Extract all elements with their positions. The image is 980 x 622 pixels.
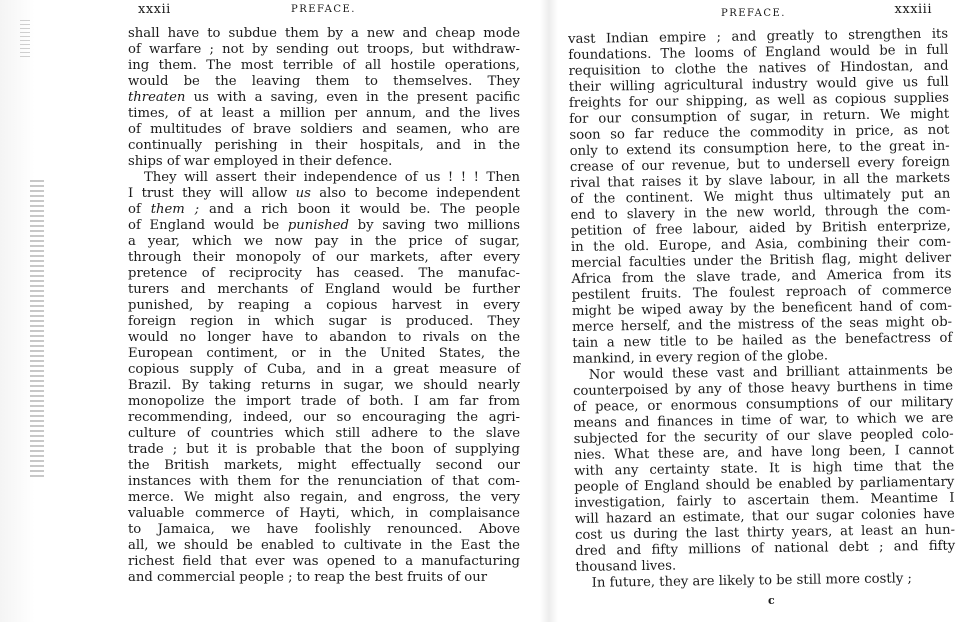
text-line	[128, 554, 520, 570]
binding-shadow	[30, 180, 44, 480]
text-line	[128, 154, 520, 170]
text-line	[128, 90, 520, 106]
text-line	[128, 106, 520, 122]
running-title: PREFACE.	[291, 4, 356, 15]
text-run: of England would be	[128, 218, 288, 233]
text-run: times, of at least a million per annum, and the lives	[128, 106, 520, 121]
text-run: mankind, in every region of the globe.	[572, 348, 829, 367]
text-line	[128, 330, 520, 346]
page-number: xxxii	[138, 2, 171, 17]
italic-text: threaten	[128, 90, 186, 105]
text-run: by saving two millions	[348, 218, 521, 233]
text-run: Brazil. By taking returns in sugar, we should nearly	[128, 378, 520, 393]
text-run: subjected for the security of our slave peopled colo-	[573, 426, 954, 447]
text-run: foundations. The looms of England would be in full	[568, 42, 949, 63]
text-line	[128, 362, 520, 378]
scan-artifact	[20, 20, 30, 60]
text-run: for our consumption of sugar, in return. We might	[569, 106, 950, 127]
text-run: shall have to subdue them by a new and cheap mode	[128, 26, 520, 41]
text-run: tain a new title to be hailed as the benefactress of	[572, 330, 953, 351]
text-run: They will assert their independence of us ! ! ! Then	[144, 170, 520, 185]
text-line	[128, 138, 520, 154]
text-line	[128, 250, 520, 266]
text-run: culture of countries which still adhere to the slave	[128, 426, 520, 441]
text-line	[128, 202, 520, 218]
text-run: and commercial people ; to reap the best fruits of our	[128, 570, 488, 585]
text-run: ing them. The most terrible of all hostile operations,	[128, 58, 520, 73]
italic-text: punished	[287, 218, 349, 233]
text-line	[128, 490, 520, 506]
text-run: only to extend its consumption here, to the great in-	[569, 138, 950, 159]
text-line	[128, 186, 520, 202]
text-run: all, we should be enabled to cultivate in the East the	[128, 538, 520, 553]
text-line	[128, 74, 520, 90]
text-run: end to slavery in the new world, through the com-	[570, 202, 951, 223]
text-run: with any certainty state. It is high time that the	[574, 458, 955, 479]
text-run: vast Indian empire ; and greatly to strengthen its	[568, 26, 949, 47]
right-page	[568, 0, 956, 622]
page-body	[128, 26, 520, 586]
running-title: PREFACE.	[721, 8, 786, 19]
running-head	[568, 2, 948, 20]
text-run: copious supply of Cuba, and in a great measure of	[128, 362, 520, 377]
text-run: valuable commerce of Hayti, which, in complaisance	[128, 506, 520, 521]
text-line	[128, 282, 520, 298]
text-run: continually perishing in their hospitals, and in the	[128, 138, 520, 153]
text-run: and a rich boon it would be. The people	[199, 202, 520, 217]
text-line	[128, 26, 520, 42]
text-run: crease of our revenue, but to undersell every foreign	[569, 154, 950, 175]
text-line	[128, 298, 520, 314]
text-run: richest field that ever was opened to a manufacturing	[128, 554, 520, 569]
running-head	[128, 2, 520, 20]
text-run: merce herself, and the mistress of the seas might ob-	[572, 314, 953, 335]
scan-gutter	[0, 0, 58, 622]
text-run: I trust they will allow	[128, 186, 296, 201]
text-run: through their monopoly of our markets, after every	[128, 250, 520, 265]
text-line	[128, 506, 520, 522]
text-run: trade ; but it is probable that the boon of supplying	[128, 442, 520, 457]
text-run: recommending, indeed, our so encouraging the agri-	[128, 410, 520, 425]
text-run: people of England should be enabled by parliamentary	[574, 474, 955, 495]
text-line	[128, 378, 520, 394]
text-run: Africa from the slave trade, and America from its	[571, 266, 952, 287]
text-run: us with a saving, even in the present pacific	[185, 90, 520, 105]
text-run: foreign region in which sugar is produced. They	[128, 314, 520, 329]
text-run: the British markets, might effectually second our	[128, 458, 520, 473]
text-run: of peace, or enormous consumptions of our military	[573, 394, 954, 415]
text-line	[128, 218, 520, 234]
text-run: also to become independent	[310, 186, 520, 201]
text-run: pretence of reciprocity has ceased. The manufac-	[128, 266, 520, 281]
text-run: mercial faculties under the British flag, might deliver	[571, 250, 952, 271]
text-line	[128, 346, 520, 362]
page-spine	[540, 0, 558, 622]
italic-text: us	[295, 186, 311, 201]
text-run: ships of war employed in their defence.	[128, 154, 393, 169]
text-run: of warfare ; not by sending out troops, but withdraw-	[128, 42, 520, 57]
text-line	[128, 42, 520, 58]
text-line	[128, 122, 520, 138]
text-run: nies. What these are, and have long been, I cannot	[573, 442, 954, 463]
text-run: freights for our shipping, as well as copious supplies	[568, 90, 950, 111]
text-line	[128, 474, 520, 490]
text-line	[128, 170, 520, 186]
text-run: punished, by reaping a copious harvest in every	[128, 298, 520, 313]
left-page	[128, 0, 520, 622]
text-line	[128, 442, 520, 458]
text-run: instances with them for the renunciation of that com-	[128, 474, 520, 489]
text-run: of	[128, 202, 151, 217]
text-line	[128, 410, 520, 426]
text-run: dred and fifty millions of national debt ; and fifty	[575, 538, 956, 559]
text-line	[128, 570, 520, 586]
text-run: rival that raises it by slave labour, in all the markets	[570, 170, 951, 191]
text-run: counterpoised by any of those heavy burthens in time	[572, 378, 954, 399]
text-run: in the old. Europe, and Asia, combining their com-	[570, 234, 952, 255]
text-run: of multitudes of brave soldiers and seamen, who are	[128, 122, 520, 137]
text-run: requisition to clothe the natives of Hindostan, and	[568, 58, 949, 79]
text-run: means and finances in time of war, to which we are	[573, 410, 954, 431]
text-run: pestilent fruits. The foulest reproach of commerce	[571, 282, 952, 303]
text-line	[128, 266, 520, 282]
text-line	[128, 394, 520, 410]
text-run: a year, which we now pay in the price of sugar,	[128, 234, 520, 249]
text-run: European contiment, or in the United States, the	[128, 346, 520, 361]
text-run: to Jamaica, we have foolishly renounced. Above	[128, 522, 520, 537]
text-line	[128, 538, 520, 554]
page-number: xxxiii	[894, 2, 932, 17]
text-run: would no longer have to abandon to rivals on the	[128, 330, 520, 345]
text-run: their willing agricultural industry would give us full	[568, 74, 949, 95]
text-line	[128, 458, 520, 474]
text-run: monopolize the import trade of both. I am far from	[128, 394, 520, 409]
text-line	[128, 522, 520, 538]
text-run: turers and merchants of England would be further	[128, 282, 520, 297]
text-run: thousand lives.	[575, 558, 677, 575]
text-run: would be the leaving them to themselves. They	[128, 74, 520, 89]
signature-mark: c	[768, 594, 775, 607]
page-body	[568, 27, 956, 592]
text-run: petition of free labour, aided by British enterprize,	[570, 218, 951, 239]
text-line	[128, 58, 520, 74]
text-run: investigation, fairly to ascertain them. Meantime I	[574, 490, 955, 511]
text-line	[128, 234, 520, 250]
text-run: Nor would these vast and brilliant attainments be	[588, 362, 953, 383]
text-line	[128, 314, 520, 330]
text-run: might be wiped away by the beneficent hand of com-	[571, 298, 952, 319]
text-run: merce. We might also regain, and engross, the very	[128, 490, 520, 505]
text-run: soon so far reduce the commodity in price, as not	[569, 122, 950, 143]
text-run: In future, they are likely to be still more costly ;	[591, 571, 913, 591]
text-run: of the continent. We might thus ultimately put an	[570, 186, 951, 207]
italic-text: them ;	[150, 202, 200, 217]
text-run: cost us during the last thirty years, at least an hun-	[574, 522, 956, 543]
text-run: will hazard an estimate, that our sugar colonies have	[574, 506, 955, 527]
text-line	[128, 426, 520, 442]
